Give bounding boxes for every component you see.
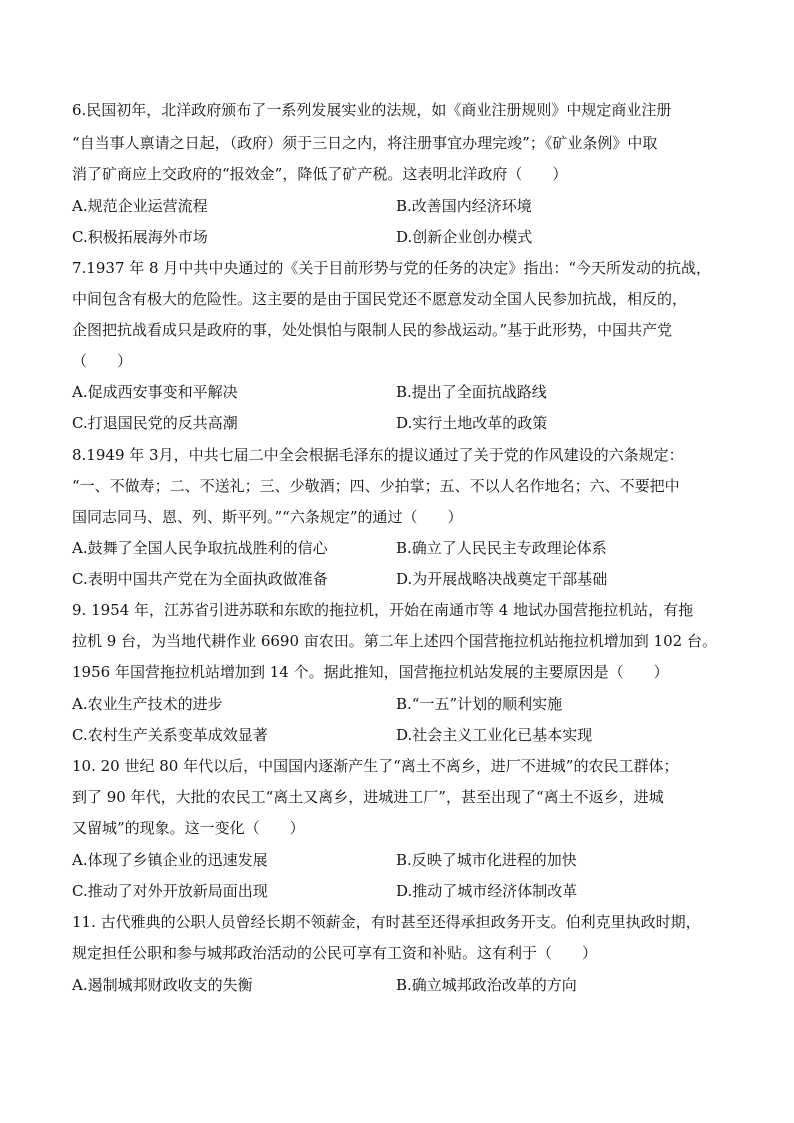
option-c[interactable]: C.打退国民党的反共高潮 [72, 414, 238, 432]
option-a[interactable]: A.遏制城邦财政收支的失衡 [72, 976, 253, 994]
question-text-line: 企图把抗战看成只是政府的事，处处惧怕与限制人民的参战运动。”基于此形势，中国共产党 [72, 321, 673, 339]
option-b[interactable]: B.“一五”计划的顺利实施 [396, 695, 563, 713]
question-text-line: 到了 90 年代，大批的农民工“离土又离乡，进城进工厂”，甚至出现了“离土不返乡，进城 [72, 788, 664, 806]
option-a[interactable]: A.体现了乡镇企业的迅速发展 [72, 851, 268, 869]
option-d[interactable]: D.创新企业创办模式 [396, 228, 533, 246]
question-text-line: 又留城”的现象。这一变化（ ） [72, 819, 305, 837]
question-text-line: 拉机 9 台，为当地代耕作业 6690 亩农田。第二年上述四个国营拖拉机站拖拉机增加到 102 台。 [72, 632, 717, 650]
option-c[interactable]: C.表明中国共产党在为全面执政做准备 [72, 570, 328, 588]
question-text-line: 10. 20 世纪 80 年代以后，中国国内逐渐产生了“离土不离乡，进厂不进城”的农民工群体； [72, 757, 679, 775]
question-text-line: “一、不做寿；二、不送礼；三、少敬酒；四、少拍掌；五、不以人名作地名；六、不要把中 [72, 477, 680, 495]
option-b[interactable]: B.确立城邦政治改革的方向 [396, 976, 577, 994]
option-d[interactable]: D.推动了城市经济体制改革 [396, 882, 578, 900]
question-text-line: 11. 古代雅典的公职人员曾经长期不领薪金，有时甚至还得承担政务开支。伯利克里执政时期， [72, 913, 701, 931]
option-d[interactable]: D.实行土地改革的政策 [396, 414, 548, 432]
question-text-line: 国同志同马、恩、列、斯平列。”“六条规定”的通过（ ） [72, 508, 463, 526]
question-text-line: （ ） [72, 352, 133, 370]
option-a[interactable]: A.规范企业运营流程 [72, 197, 208, 215]
option-c[interactable]: C.积极拓展海外市场 [72, 228, 208, 246]
option-c[interactable]: C.农村生产关系变革成效显著 [72, 726, 268, 744]
option-b[interactable]: B.确立了人民民主专政理论体系 [396, 539, 607, 557]
option-a[interactable]: A.促成西安事变和平解决 [72, 383, 238, 401]
question-text-line: 8.1949 年 3月，中共七届二中全会根据毛泽东的提议通过了关于党的作风建设的六条规定： [72, 446, 684, 464]
question-text-line: 6.民国初年，北洋政府颁布了一系列发展实业的法规，如《商业注册规则》中规定商业注册 [72, 101, 672, 119]
question-text-line: 1956 年国营拖拉机站增加到 14 个。据此推知，国营拖拉机站发展的主要原因是（ ） [72, 663, 669, 681]
question-text-line: 中间包含有极大的危险性。这主要的是由于国民党还不愿意发动全国人民参加抗战，相反的， [72, 290, 688, 308]
question-text-line: “自当事人禀请之日起，（政府）须于三日之内，将注册事宜办理完竣”；《矿业条例》中取 [72, 134, 658, 152]
question-text-line: 消了矿商应上交政府的“报效金”，降低了矿产税。这表明北洋政府（ ） [72, 165, 568, 183]
option-c[interactable]: C.推动了对外开放新局面出现 [72, 882, 268, 900]
option-d[interactable]: D.为开展战略决战奠定干部基础 [396, 570, 608, 588]
option-d[interactable]: D.社会主义工业化已基本实现 [396, 726, 593, 744]
option-a[interactable]: A.农业生产技术的进步 [72, 695, 223, 713]
question-text-line: 7.1937 年 8 月中共中央通过的《关于目前形势与党的任务的决定》指出：“今天所发动的抗战， [72, 259, 712, 277]
option-a[interactable]: A.鼓舞了全国人民争取抗战胜利的信心 [72, 539, 328, 557]
question-text-line: 规定担任公职和参与城邦政治活动的公民可享有工资和补贴。这有利于（ ） [72, 944, 598, 962]
option-b[interactable]: B.提出了全面抗战路线 [396, 383, 547, 401]
question-text-line: 9. 1954 年，江苏省引进苏联和东欧的拖拉机，开始在南通市等 4 地试办国营拖拉机站，有拖 [72, 601, 694, 619]
option-b[interactable]: B.改善国内经济环境 [396, 197, 532, 215]
option-b[interactable]: B.反映了城市化进程的加快 [396, 851, 577, 869]
